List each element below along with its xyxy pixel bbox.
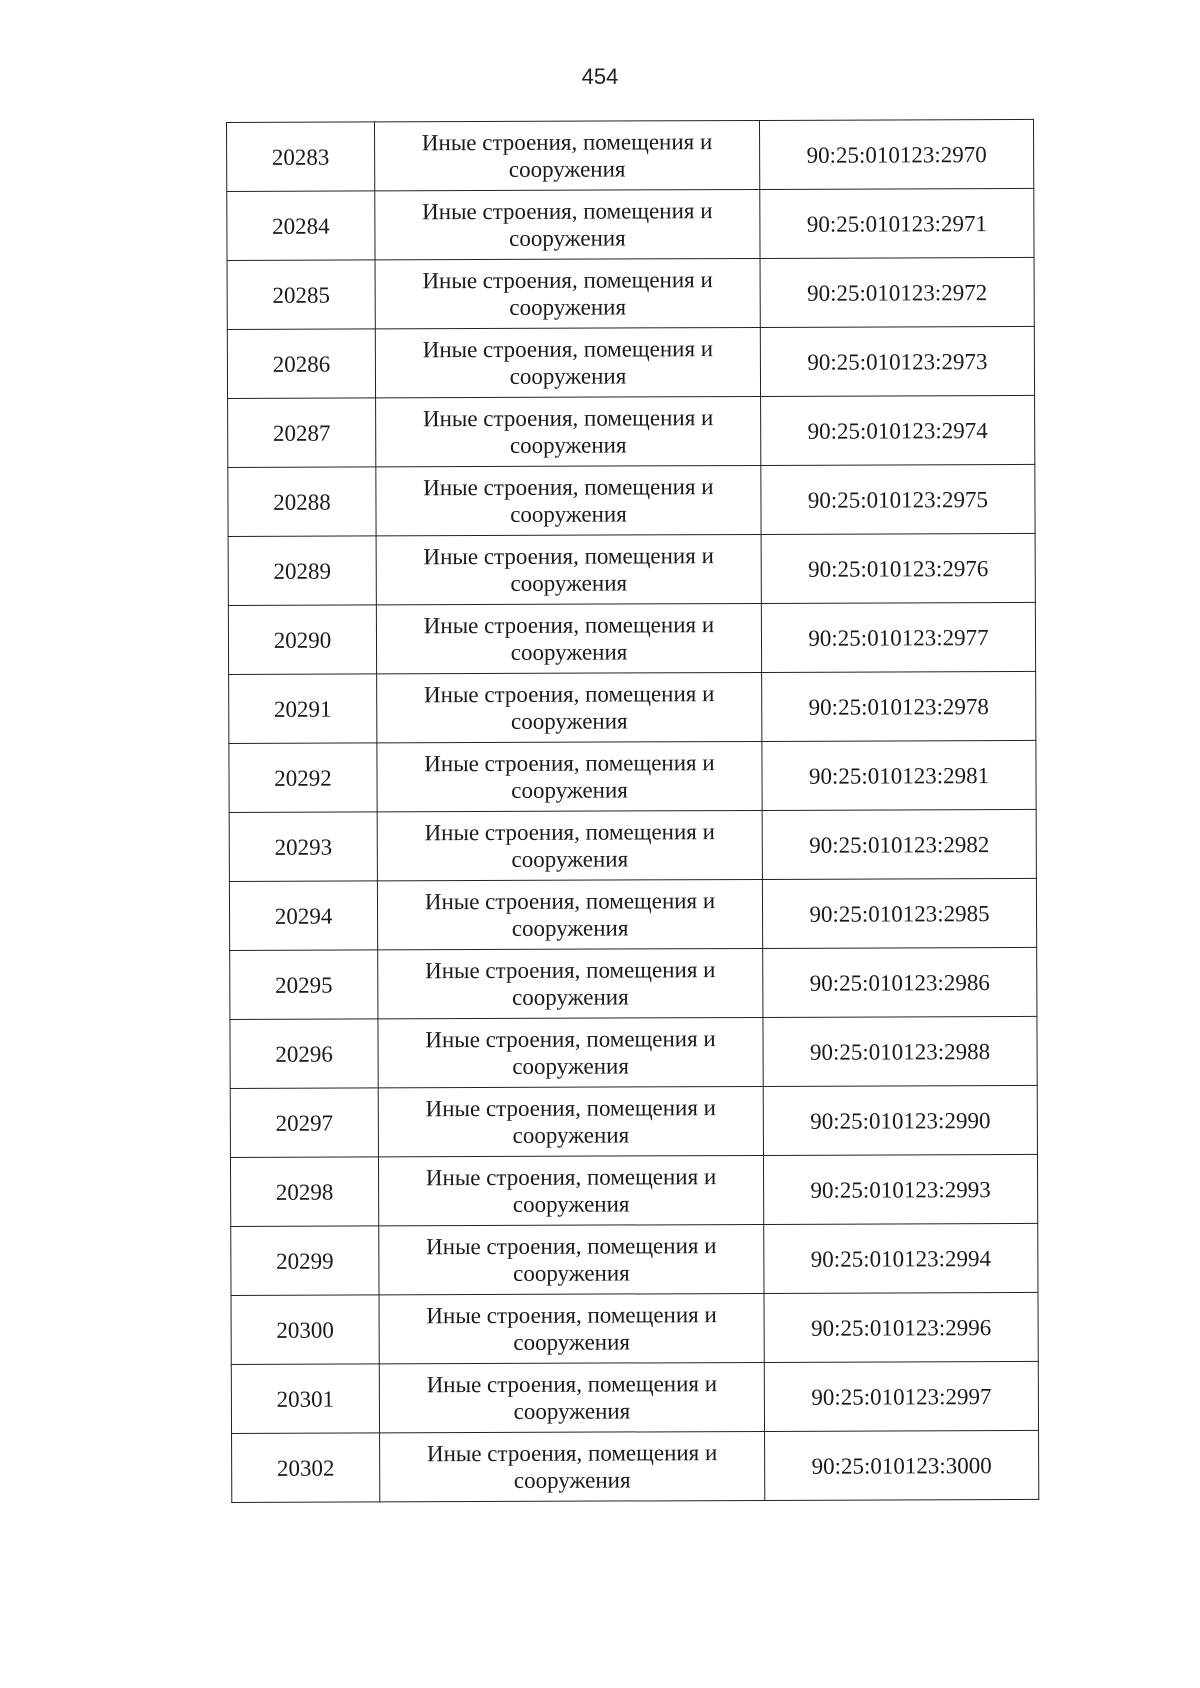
description-line-1: Иные строения, помещения и bbox=[423, 681, 715, 708]
description-line-2: сооружения bbox=[512, 1122, 630, 1148]
description-cell bbox=[379, 1362, 764, 1432]
cadastral-number-cell: 90:25:010123:2982 bbox=[762, 809, 1036, 879]
description-line-2: сооружения bbox=[512, 984, 629, 1010]
description-cell bbox=[376, 396, 761, 466]
row-number-cell: 20302 bbox=[232, 1433, 380, 1503]
row-number-cell: 20284 bbox=[227, 191, 375, 261]
description-line-2: сооружения bbox=[513, 1329, 631, 1355]
description-cell bbox=[380, 1431, 765, 1501]
row-number-cell: 20283 bbox=[227, 122, 375, 192]
registry-table-body bbox=[227, 119, 1039, 1502]
description-line-1: Иные строения, помещения и bbox=[425, 1095, 717, 1122]
description-cell bbox=[375, 258, 760, 328]
description-cell bbox=[376, 534, 761, 604]
cadastral-number-cell: 90:25:010123:2981 bbox=[762, 740, 1036, 810]
cadastral-number-cell: 90:25:010123:2977 bbox=[761, 602, 1035, 672]
description-line-1: Иные строения, помещения и bbox=[422, 336, 714, 363]
description-line-2: сооружения bbox=[510, 570, 628, 596]
row-number-cell: 20300 bbox=[231, 1295, 379, 1365]
description-line-2: сооружения bbox=[512, 1053, 629, 1079]
description-cell bbox=[376, 465, 761, 535]
table-row bbox=[227, 119, 1034, 191]
row-number-cell: 20289 bbox=[228, 536, 376, 606]
description-cell bbox=[379, 1224, 764, 1294]
table-row bbox=[227, 188, 1034, 260]
row-number-cell: 20291 bbox=[229, 674, 377, 744]
description-line-2: сооружения bbox=[513, 1398, 631, 1424]
table-row bbox=[228, 533, 1035, 605]
cadastral-number-cell: 90:25:010123:2990 bbox=[763, 1085, 1037, 1155]
table-row bbox=[228, 395, 1035, 467]
table-row bbox=[231, 1292, 1038, 1364]
table-row bbox=[230, 947, 1037, 1019]
description-line-2: сооружения bbox=[513, 1467, 631, 1493]
row-number-cell: 20297 bbox=[230, 1088, 378, 1158]
row-number-cell: 20299 bbox=[231, 1226, 379, 1296]
cadastral-number-cell: 90:25:010123:2975 bbox=[761, 464, 1035, 534]
page-number: 454 bbox=[581, 64, 619, 89]
description-line-2: сооружения bbox=[509, 363, 627, 389]
description-line-1: Иные строения, помещения и bbox=[424, 750, 715, 777]
description-line-1: Иные строения, помещения и bbox=[423, 474, 714, 501]
table-row bbox=[231, 1223, 1038, 1295]
description-cell bbox=[377, 810, 762, 880]
cadastral-number-cell: 90:25:010123:2997 bbox=[764, 1361, 1038, 1431]
description-line-1: Иные строения, помещения и bbox=[425, 1164, 717, 1191]
description-cell bbox=[375, 189, 760, 259]
description-line-2: сооружения bbox=[509, 225, 626, 251]
row-number-cell: 20296 bbox=[230, 1019, 378, 1089]
description-line-2: сооружения bbox=[509, 294, 627, 320]
description-line-1: Иные строения, помещения и bbox=[423, 543, 714, 570]
cadastral-number-cell: 90:25:010123:2993 bbox=[763, 1154, 1037, 1224]
description-line-1: Иные строения, помещения и bbox=[426, 1371, 718, 1398]
description-line-1: Иные строения, помещения и bbox=[422, 405, 714, 432]
description-line-2: сооружения bbox=[511, 777, 628, 803]
cadastral-number-cell: 90:25:010123:2985 bbox=[762, 878, 1036, 948]
cadastral-number-cell: 90:25:010123:2988 bbox=[763, 1016, 1037, 1086]
cadastral-number-cell: 90:25:010123:2996 bbox=[764, 1292, 1038, 1362]
description-cell bbox=[377, 741, 762, 811]
row-number-cell: 20290 bbox=[228, 605, 376, 675]
description-line-2: сооружения bbox=[511, 846, 629, 872]
table-row bbox=[228, 602, 1035, 674]
description-line-2: сооружения bbox=[510, 639, 628, 665]
table-row bbox=[227, 257, 1034, 329]
table-row bbox=[228, 464, 1035, 536]
row-number-cell: 20301 bbox=[231, 1364, 379, 1434]
row-number-cell: 20288 bbox=[228, 467, 376, 537]
cadastral-number-cell: 90:25:010123:2974 bbox=[761, 395, 1035, 465]
row-number-cell: 20294 bbox=[229, 881, 377, 951]
cadastral-number-cell: 90:25:010123:2978 bbox=[762, 671, 1036, 741]
description-cell bbox=[377, 879, 762, 949]
cadastral-number-cell: 90:25:010123:2976 bbox=[761, 533, 1035, 603]
description-line-2: сооружения bbox=[509, 432, 627, 458]
table-row bbox=[232, 1430, 1039, 1502]
description-cell bbox=[375, 120, 760, 190]
row-number-cell: 20298 bbox=[230, 1157, 378, 1227]
description-cell bbox=[378, 1155, 763, 1225]
description-line-1: Иные строения, помещения и bbox=[421, 129, 713, 156]
row-number-cell: 20292 bbox=[229, 743, 377, 813]
description-line-1: Иные строения, помещения и bbox=[425, 1026, 716, 1053]
description-line-1: Иные строения, помещения и bbox=[424, 888, 716, 915]
cadastral-number-cell: 90:25:010123:2972 bbox=[760, 257, 1034, 327]
description-line-1: Иные строения, помещения и bbox=[426, 1440, 718, 1467]
description-cell bbox=[376, 603, 761, 673]
cadastral-number-cell: 90:25:010123:3000 bbox=[765, 1430, 1039, 1500]
description-line-2: сооружения bbox=[510, 501, 627, 527]
description-line-1: Иные строения, помещения и bbox=[426, 1233, 717, 1260]
description-line-1: Иные строения, помещения и bbox=[424, 819, 715, 846]
row-number-cell: 20287 bbox=[228, 398, 376, 468]
cadastral-number-cell: 90:25:010123:2986 bbox=[763, 947, 1037, 1017]
description-line-2: сооружения bbox=[512, 1191, 630, 1217]
cadastral-number-cell: 90:25:010123:2970 bbox=[759, 119, 1033, 189]
description-cell bbox=[375, 327, 760, 397]
description-line-1: Иные строения, помещения и bbox=[425, 957, 716, 984]
table-row bbox=[230, 1154, 1037, 1226]
description-cell bbox=[379, 1293, 764, 1363]
table-row bbox=[229, 809, 1036, 881]
table-row bbox=[231, 1361, 1038, 1433]
table-row bbox=[229, 671, 1036, 743]
description-line-1: Иные строения, помещения и bbox=[422, 267, 713, 294]
registry-table bbox=[226, 119, 1039, 1503]
description-cell bbox=[378, 948, 763, 1018]
description-line-2: сооружения bbox=[513, 1260, 630, 1286]
description-line-2: сооружения bbox=[511, 915, 629, 941]
table-row bbox=[229, 878, 1036, 950]
description-line-1: Иные строения, помещения и bbox=[422, 198, 713, 225]
row-number-cell: 20285 bbox=[227, 260, 375, 330]
row-number-cell: 20286 bbox=[227, 329, 375, 399]
description-line-2: сооружения bbox=[508, 156, 626, 182]
row-number-cell: 20293 bbox=[229, 812, 377, 882]
table-row bbox=[227, 326, 1034, 398]
cadastral-number-cell: 90:25:010123:2973 bbox=[760, 326, 1034, 396]
description-cell bbox=[378, 1017, 763, 1087]
cadastral-number-cell: 90:25:010123:2971 bbox=[760, 188, 1034, 258]
description-cell bbox=[377, 672, 762, 742]
description-line-2: сооружения bbox=[510, 708, 628, 734]
row-number-cell: 20295 bbox=[230, 950, 378, 1020]
description-line-1: Иные строения, помещения и bbox=[423, 612, 715, 639]
table-row bbox=[229, 740, 1036, 812]
table-row bbox=[230, 1016, 1037, 1088]
table-row bbox=[230, 1085, 1037, 1157]
cadastral-number-cell: 90:25:010123:2994 bbox=[764, 1223, 1038, 1293]
description-cell bbox=[378, 1086, 763, 1156]
description-line-1: Иные строения, помещения и bbox=[426, 1302, 717, 1329]
